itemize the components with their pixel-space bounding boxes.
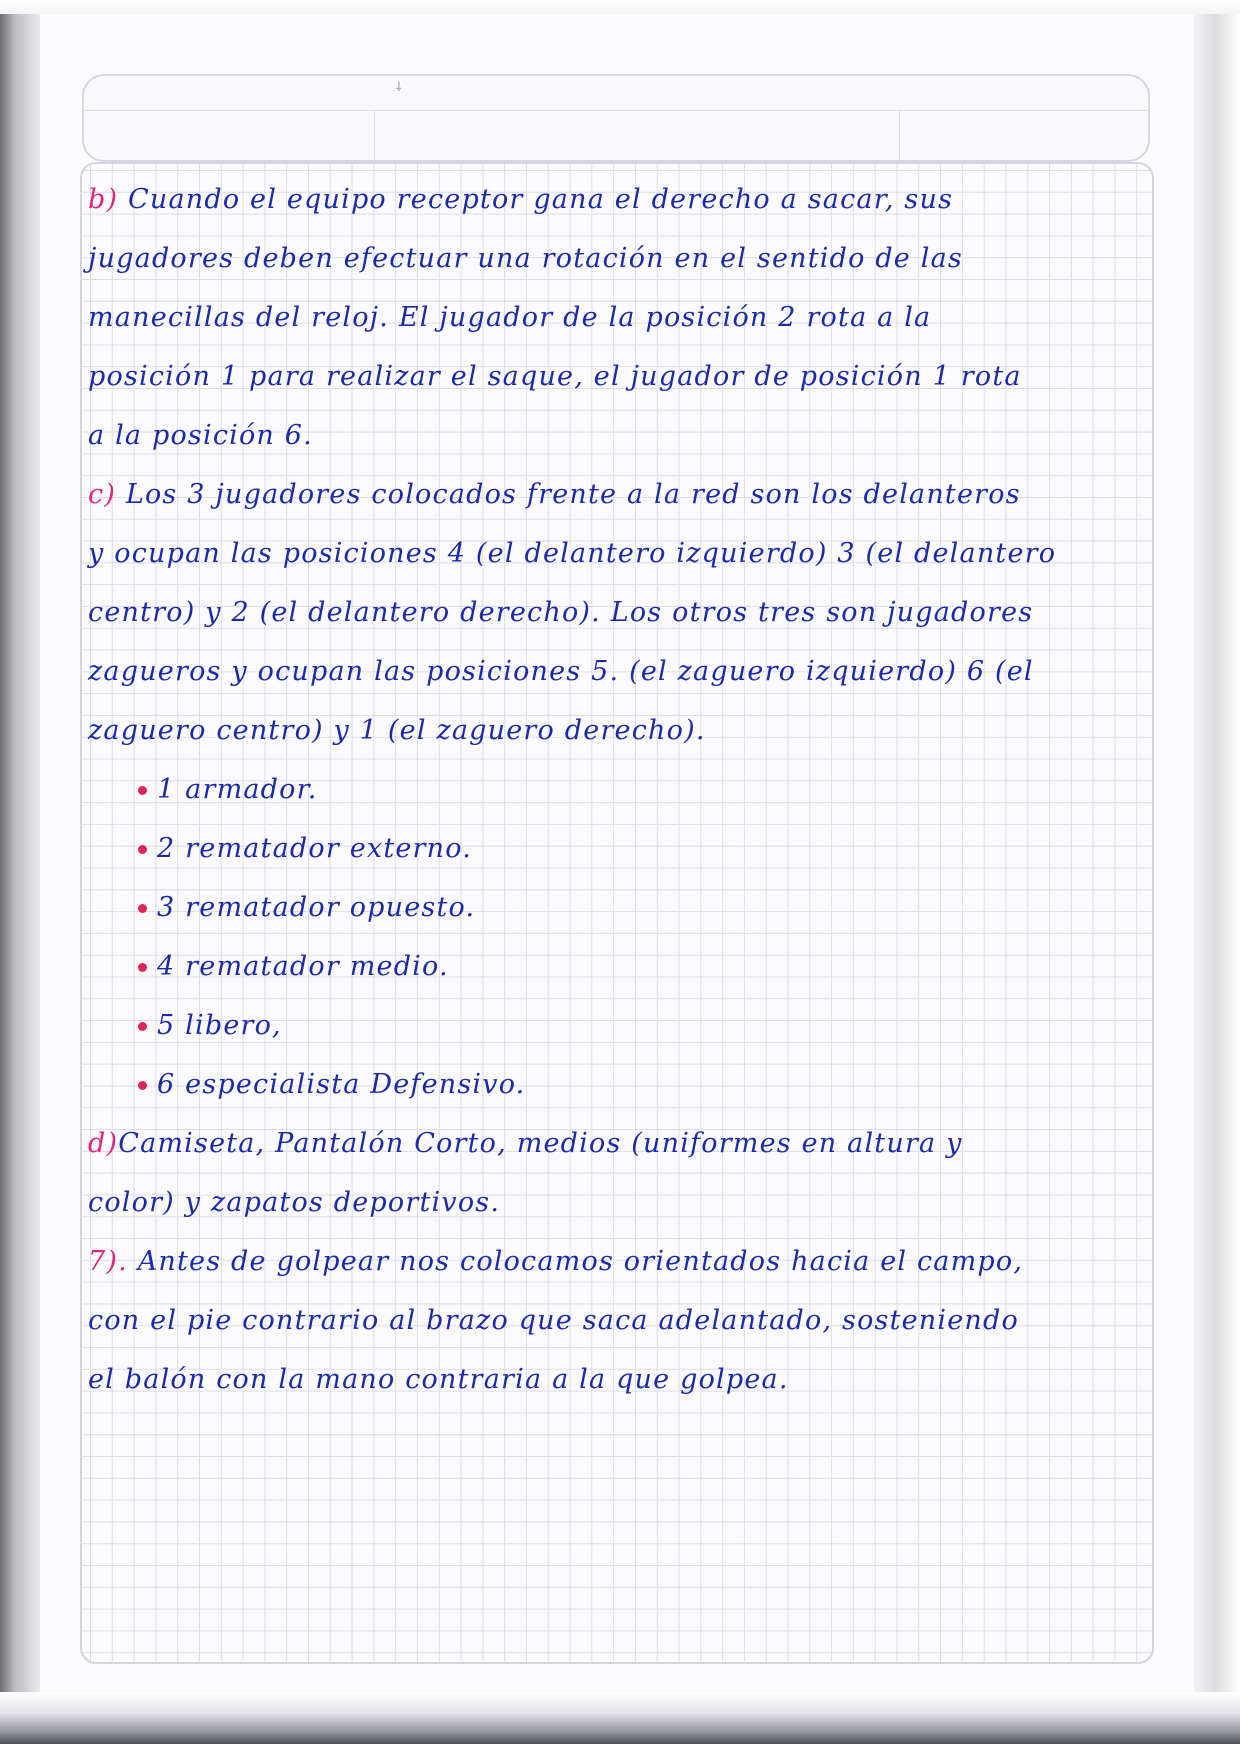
bullet-line [88,937,1148,996]
scan-edge-top [0,0,1240,14]
bullet-line [88,760,1148,819]
bullet-dot [138,845,147,854]
header-divider-horizontal [84,110,1148,111]
line-text: 5 libero, [157,1010,282,1041]
line-text: zaguero centro) y 1 (el zaguero derecho). [88,715,706,746]
text-line [88,1350,1148,1409]
header-box [82,74,1150,162]
bullet-dot [138,963,147,972]
line-text: el balón con la mano contraria a la que golpea. [88,1364,789,1395]
line-text: 4 rematador medio. [157,951,449,982]
header-divider-right [899,110,900,160]
bullet-line [88,1055,1148,1114]
text-line [88,406,1148,465]
pencil-tick-mark: ⸸ [396,80,402,94]
text-line [88,1114,1148,1173]
text-line [88,583,1148,642]
bullet-line [88,878,1148,937]
text-line [88,1291,1148,1350]
text-line [88,701,1148,760]
bullet-line [88,996,1148,1055]
header-divider-left [374,110,375,160]
line-text: 6 especialista Defensivo. [157,1069,526,1100]
line-text: Cuando el equipo receptor gana el derecho a sacar, sus [118,184,954,215]
scan-edge-right [1194,0,1240,1744]
text-line [88,465,1148,524]
bullet-dot [138,1081,147,1090]
line-text: 1 armador. [157,774,318,805]
text-line [88,524,1148,583]
line-text: 2 rematador externo. [157,833,473,864]
line-text: 3 rematador opuesto. [157,892,476,923]
line-text: posición 1 para realizar el saque, el jugador de posición 1 rota [88,361,1022,392]
text-line [88,170,1148,229]
scan-edge-bottom [0,1692,1240,1744]
line-text: color) y zapatos deportivos. [88,1187,501,1218]
bullet-line [88,819,1148,878]
section-label: d) [88,1128,119,1159]
bullet-dot [138,904,147,913]
line-text: jugadores deben efectuar una rotación en el sentido de las [88,243,963,274]
line-text: y ocupan las posiciones 4 (el delantero izquierdo) 3 (el delantero [88,538,1057,569]
section-label: b) [88,184,119,215]
line-text: con el pie contrario al brazo que saca adelantado, sosteniendo [88,1305,1019,1336]
line-text: Antes de golpear nos colocamos orientados hacia el campo, [127,1246,1024,1277]
line-text: manecillas del reloj. El jugador de la posición 2 rota a la [88,302,932,333]
section-label: c) [88,479,117,510]
scan-shadow-left [0,0,40,1744]
text-line [88,347,1148,406]
handwritten-text [88,170,1148,1409]
bullet-dot [138,1022,147,1031]
text-line [88,229,1148,288]
line-text: a la posición 6. [88,420,313,451]
line-text: Camiseta, Pantalón Corto, medios (uniformes en altura y [118,1128,963,1159]
bullet-dot [138,786,147,795]
text-line [88,642,1148,701]
line-text: centro) y 2 (el delantero derecho). Los otros tres son jugadores [88,597,1034,628]
text-line [88,288,1148,347]
section-label: 7). [88,1246,128,1277]
text-line [88,1173,1148,1232]
line-text: Los 3 jugadores colocados frente a la red son los delanteros [116,479,1021,510]
text-line [88,1232,1148,1291]
line-text: zagueros y ocupan las posiciones 5. (el zaguero izquierdo) 6 (el [88,656,1034,687]
